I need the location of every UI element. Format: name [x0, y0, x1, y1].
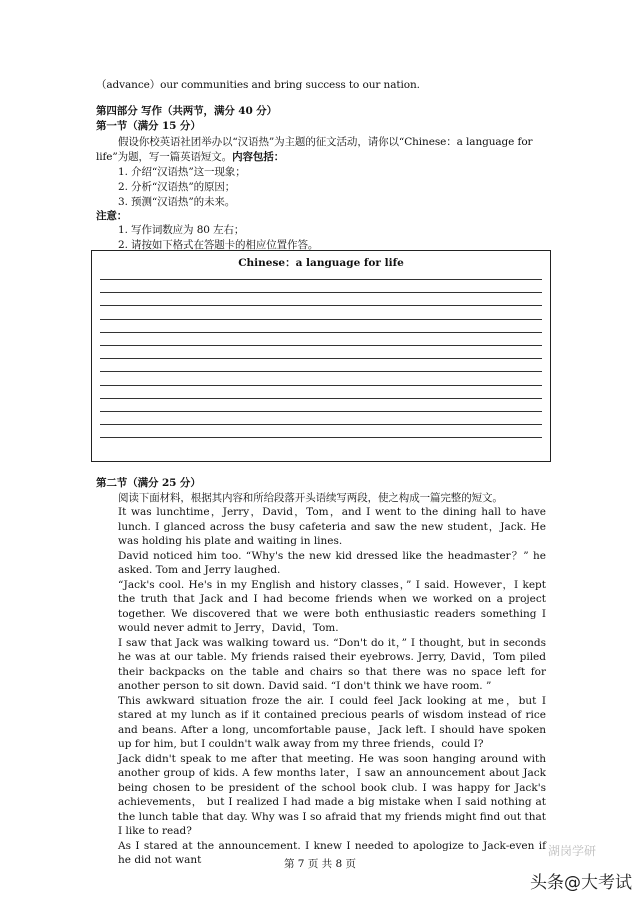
- writing-line: [100, 305, 542, 306]
- continued-line: （advance）our communities and bring success to our nation.: [96, 79, 420, 91]
- content-label: 内容包括：: [232, 151, 285, 163]
- story-paragraph: David noticed him too. “Why's the new kid dressed like the headmaster？” he asked. Tom and Jerry laughed.: [118, 549, 546, 576]
- section1-intro-line2: [96, 150, 284, 164]
- page-footer: 第 7 页 共 8 页: [283, 858, 357, 870]
- notes-heading: 注意：: [96, 210, 128, 222]
- part4-heading: 第四部分 写作（共两节，满分 40 分）: [96, 105, 278, 117]
- writing-line: [100, 424, 542, 425]
- section2-intro: 阅读下面材料，根据其内容和所给段落开头语续写两段，使之构成一篇完整的短文。: [118, 492, 503, 504]
- story-paragraph: This awkward situation froze the air. I could feel Jack looking at me，but I stared at my lunch as if it contained precious pearls of wisdom instead of rice and beans. After a long, uncomfortable pause，Jack left. I should have spoken up for him, but I couldn't walk away from my three friends，could I?: [118, 694, 546, 750]
- writing-line: [100, 279, 542, 280]
- story-paragraph: As I stared at the announcement. I knew I needed to apologize to Jack-even if he did not want: [118, 839, 546, 866]
- writing-line: [100, 385, 542, 386]
- section2-heading: 第二节（满分 25 分）: [96, 477, 201, 489]
- note-item-2: 2. 请按如下格式在答题卡的相应位置作答。: [118, 239, 319, 251]
- content-item-2: 2. 分析“汉语热”的原因；: [118, 181, 236, 193]
- answer-box-title: Chinese：a language for life: [238, 257, 404, 269]
- writing-line: [100, 411, 542, 412]
- story-paragraph: I saw that Jack was walking toward us. “Don't do it，” I thought, but in seconds he was at our table. My friends raised their eyebrows. Jerry, David，Tom piled their backpacks on the table and chairs so that there was no space left for another person to sit down. David said. “I don't think we have room. ”: [118, 636, 546, 692]
- source-watermark: 头条@大考试: [530, 873, 632, 893]
- story-text: [96, 505, 546, 868]
- writing-line: [100, 332, 542, 333]
- faint-watermark: 湖岗学研: [548, 844, 597, 858]
- writing-line: [100, 345, 542, 346]
- writing-line: [100, 437, 542, 438]
- content-item-3: 3. 预测“汉语热”的未来。: [118, 196, 236, 208]
- story-paragraph: It was lunchtime，Jerry，David，Tom，and I went to the dining hall to have lunch. I glanced across the busy cafeteria and saw the new student，Jack. He was holding his plate and waiting in lines.: [118, 506, 546, 547]
- content-item-1: 1. 介绍“汉语热”这一现象；: [118, 166, 246, 178]
- writing-line: [100, 371, 542, 372]
- writing-line: [100, 319, 542, 320]
- writing-line: [100, 292, 542, 293]
- story-paragraph: Jack didn't speak to me after that meeting. He was soon hanging around with another group of kids. A few months later，I saw an announcement about Jack being chosen to be president of the school book club. I was happy for Jack's achievements， but I realized I had made a big mistake when I said nothing at the lunch table that day. Why was I so afraid that my friends might find out that I like to read?: [118, 752, 546, 837]
- section1-heading: 第一节（满分 15 分）: [96, 120, 201, 132]
- section1-intro-line1: 假设你校英语社团举办以“汉语热”为主题的征文活动，请你以“Chinese：a language for: [118, 136, 533, 148]
- writing-line: [100, 358, 542, 359]
- story-paragraph: “Jack's cool. He's in my English and history classes，” I said. However，I kept the truth that Jack and I had become friends when we worked on a project together. We discovered that we were both enthusiastic readers something I would never admit to Jerry，David，Tom.: [118, 578, 546, 634]
- section1-intro-text: life”为题，写一篇英语短文。: [96, 151, 233, 163]
- answer-box: [91, 250, 551, 462]
- writing-line: [100, 398, 542, 399]
- note-item-1: 1. 写作词数应为 80 左右；: [118, 224, 245, 236]
